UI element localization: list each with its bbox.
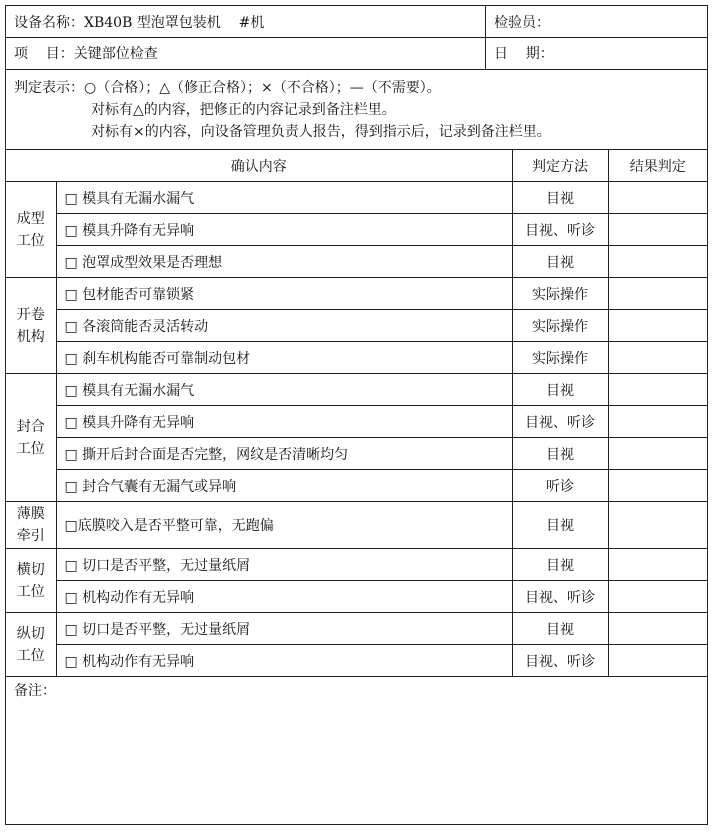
method-cell: 目视 <box>512 438 608 470</box>
check-item[interactable]: □ 刹车机构能否可靠制动包材 <box>56 342 512 374</box>
header-row-2 <box>6 37 707 70</box>
inspection-form <box>5 5 708 825</box>
result-cell[interactable] <box>608 342 707 374</box>
section-label-line1: 纵切 <box>16 625 45 642</box>
check-item[interactable]: □ 模具升降有无异响 <box>56 214 512 246</box>
section-label-line2: 工位 <box>16 440 45 457</box>
date-field[interactable]: 日 期： <box>494 46 554 62</box>
method-cell: 目视、听诊 <box>512 645 608 677</box>
section-label-line2: 工位 <box>16 647 45 664</box>
result-cell[interactable] <box>608 182 707 214</box>
check-item[interactable]: □底膜咬入是否平整可靠，无跑偏 <box>56 502 512 549</box>
table-row <box>6 502 707 549</box>
method-cell: 实际操作 <box>512 278 608 310</box>
method-cell: 目视 <box>512 549 608 581</box>
section-label-line2: 工位 <box>16 583 45 600</box>
method-cell: 目视 <box>512 246 608 278</box>
table-row <box>6 438 707 470</box>
result-cell[interactable] <box>608 502 707 549</box>
check-item[interactable]: □ 机构动作有无异响 <box>56 645 512 677</box>
section-label-line1: 成型 <box>16 210 45 227</box>
check-item[interactable]: □ 封合气囊有无漏气或异响 <box>56 470 512 502</box>
table-row <box>6 246 707 278</box>
result-cell[interactable] <box>608 246 707 278</box>
method-cell: 目视、听诊 <box>512 214 608 246</box>
table-row <box>6 310 707 342</box>
remarks-area[interactable] <box>6 670 707 824</box>
judgment-legend <box>6 69 707 150</box>
section-label <box>6 613 56 677</box>
table-row <box>6 342 707 374</box>
check-item[interactable]: □ 撕开后封合面是否完整，网纹是否清晰均匀 <box>56 438 512 470</box>
col-header-result: 结果判定 <box>608 150 707 182</box>
section-label-line1: 横切 <box>16 561 45 578</box>
inspector-field[interactable]: 检验员： <box>494 14 550 31</box>
section-label-line1: 薄膜 <box>16 506 45 522</box>
section-label-line2: 机构 <box>16 328 45 345</box>
check-item[interactable]: □ 模具有无漏水漏气 <box>56 182 512 214</box>
method-cell: 实际操作 <box>512 310 608 342</box>
check-item[interactable]: □ 机构动作有无异响 <box>56 581 512 613</box>
col-header-method: 判定方法 <box>512 150 608 182</box>
result-cell[interactable] <box>608 214 707 246</box>
section-label-line1: 开卷 <box>16 306 45 323</box>
table-header-row <box>6 150 707 182</box>
table-row <box>6 182 707 214</box>
device-name-field: 设备名称：XB40B 型泡罩包装机 #机 <box>6 6 486 37</box>
check-table <box>6 149 707 677</box>
result-cell[interactable] <box>608 310 707 342</box>
method-cell: 目视 <box>512 613 608 645</box>
method-cell: 目视 <box>512 502 608 549</box>
method-cell: 实际操作 <box>512 342 608 374</box>
check-item[interactable]: □ 模具升降有无异响 <box>56 406 512 438</box>
result-cell[interactable] <box>608 374 707 406</box>
legend-line-2: 对标有△的内容，把修正的内容记录到备注栏里。 <box>91 102 396 118</box>
method-cell: 目视、听诊 <box>512 406 608 438</box>
header-row-1 <box>6 6 707 38</box>
check-item[interactable]: □ 包材能否可靠锁紧 <box>56 278 512 310</box>
remarks-label: 备注： <box>14 683 56 699</box>
method-cell: 目视 <box>512 182 608 214</box>
table-row <box>6 406 707 438</box>
section-label-line2: 牵引 <box>16 528 45 544</box>
method-cell: 目视、听诊 <box>512 581 608 613</box>
legend-line-3: 对标有×的内容，向设备管理负责人报告，得到指示后，记录到备注栏里。 <box>91 124 551 140</box>
section-label <box>6 549 56 613</box>
check-item[interactable]: □ 泡罩成型效果是否理想 <box>56 246 512 278</box>
table-row <box>6 470 707 502</box>
result-cell[interactable] <box>608 581 707 613</box>
table-row <box>6 278 707 310</box>
result-cell[interactable] <box>608 613 707 645</box>
table-row <box>6 374 707 406</box>
section-label <box>6 502 56 549</box>
check-item[interactable]: □ 切口是否平整，无过量纸屑 <box>56 549 512 581</box>
table-row <box>6 549 707 581</box>
result-cell[interactable] <box>608 470 707 502</box>
result-cell[interactable] <box>608 278 707 310</box>
section-label <box>6 182 56 278</box>
legend-line-1: 判定表示：○（合格）；△（修正合格）；×（不合格）；—（不需要）。 <box>14 80 441 96</box>
result-cell[interactable] <box>608 549 707 581</box>
method-cell: 目视 <box>512 374 608 406</box>
check-item[interactable]: □ 模具有无漏水漏气 <box>56 374 512 406</box>
table-row <box>6 581 707 613</box>
section-label-line1: 封合 <box>16 418 45 435</box>
col-header-content: 确认内容 <box>6 150 512 182</box>
project-field: 项 目：关键部位检查 <box>6 37 486 69</box>
check-item[interactable]: □ 切口是否平整，无过量纸屑 <box>56 613 512 645</box>
check-item[interactable]: □ 各滚筒能否灵活转动 <box>56 310 512 342</box>
result-cell[interactable] <box>608 406 707 438</box>
section-label <box>6 374 56 502</box>
method-cell: 听诊 <box>512 470 608 502</box>
result-cell[interactable] <box>608 438 707 470</box>
table-row <box>6 613 707 645</box>
table-row <box>6 214 707 246</box>
section-label-line2: 工位 <box>16 232 45 249</box>
section-label <box>6 278 56 374</box>
